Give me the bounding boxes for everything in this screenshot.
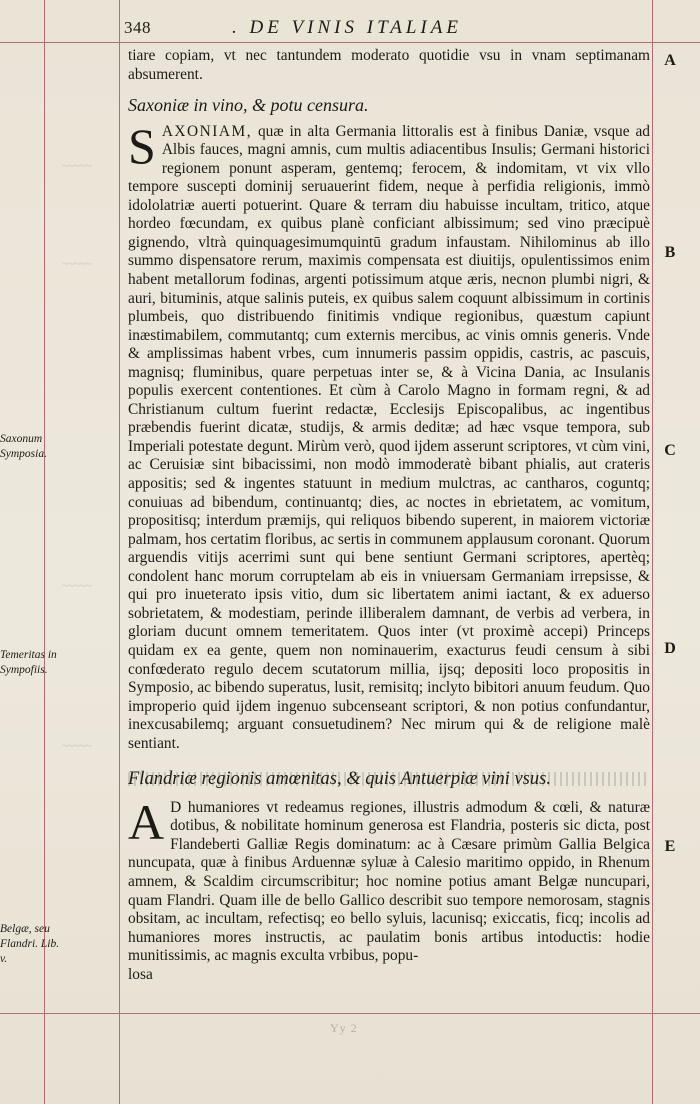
intro-paragraph: tiare copiam, vt nec tantundem moderato quotidie vsu in vnam septimanam absumerent.: [128, 47, 650, 83]
header-rule: [0, 42, 700, 43]
margin-letter-a: A: [664, 52, 676, 69]
margin-letter-c: C: [664, 442, 676, 459]
bleed-through: ~~~~~: [62, 580, 92, 592]
main-text: [128, 47, 650, 984]
paragraph-saxonia: [128, 117, 650, 754]
margin-rule-right: [652, 0, 653, 1104]
margin-note-saxonum: Saxonum Symposia.: [0, 433, 47, 460]
opening-word: AXONIAM,: [161, 122, 253, 140]
paragraph-flandria: [128, 793, 650, 966]
paragraph-text: quæ in alta Germania littoralis est à finibus Daniæ, vsque ad Albis fauces, magni amnis, cum multis adiacentibus Insulis; Germani historici regionem ponunt asperam, gentemq; ferocem, & indomitam, vt vix vllo tempore suscepti dominij seruauerint fidem, neque à perfidia religionis, immò idololatriæ auerti potuerint. Quare & terram diu habuisse incultam, tritico, atque hordeo fœcundam, ex quibus planè conficiant albissimum; sed vino præcipuè gignendo, vltrà quinquagesimumquintū gradum infaustam. Nihilominus ab illo summo dispensatore rerum, maximis compensata est diuitijs, opulentissimos enim habent metallorum fodinas, argenti potissimum atque æris, necnon plumbi nigri, & auri, bituminis, atque salinis puteis, ex quibus salem coquunt albissimum in cortinis plumbeis, quo distribuendo finitimis vndique regionibus, quæstum capiunt inæstimabilem, commutantq; cum externis mercibus, ac vinis omnis generis. Vnde & amplissimas habent vrbes, cum innumeris passim oppidis, castris, ac pascuis, magnisq; fluminibus, quare perpetuas inter se, & à Vicina Dania, ac Insulanis populis exercent contentiones. Et cùm à Carolo Magno in formam regni, & ad Christianum cultum fuerint redactæ, Ecclesijs Episcopalibus, ac ingentibus præbendis fuerint dicatæ, studijs, & armis deditæ; ad hæc vsque tempora, sub Imperiali potestate degunt. Mirùm verò, quod ijdem asserunt scriptores, vt cùm vini, ac Ceruisiæ sint bibacissimi, non modò immoderatè bibant phialis, aut crateris appositis; sed & ingentes statuunt in medium mulctras, ac cantharos, coguntq; conuiuas ad bibendum, continuantq; dies, ac noctes in ebrietatem, ac vomitum, propositisq; interdum præmijs, qui reliquos bibendo superent, in maiorem victoriæ palmam, hos certatim floribus, ac sertis in communem applausum coronant. Quorum arguendis vitijs acerrimi sunt qui bene sentiunt Germani scriptores, apertèq; condolent hanc morum corruptelam ab eis in vniuersam Germaniam irrepsisse, & qui pro inueterato ipsis vitio, dum sic libertatem animi iactant, & ex aduerso sobrietatem, & modestiam, perinde illiberalem damnant, de verbis ad verbera, in gloriam ducunt omnem temeritatem. Quos inter (vt proximè accepi) Princeps quidam ex ea gente, quem non nominauerim, exacturus feudi censum à sibi confœderato regulo decem scutatorum millia, ijsq; depositi loco propositis in Symposio, ac bibendo superatus, lusit, remisitq; inclyto bibitori anuum feudum. Quo improperio quid ijdem ingenuo subcenseant scriptori, & non potius confundantur, inexcusabilemq; arguant consuetudinem? Nec mirum qui & de religione malè sentiant.: [128, 122, 650, 752]
bleed-through: ~~~~~: [62, 160, 92, 172]
page-header: [120, 18, 650, 40]
margin-note-temeritas: Temeritas in Sympofiis.: [0, 649, 57, 676]
margin-note-belgae: Belgæ, seu Flandri. Lib. v.: [0, 923, 60, 965]
catchword: losa: [128, 965, 153, 983]
paragraph-text: D humaniores vt redeamus regiones, illustris admodum & cœli, & naturæ dotibus, & nobilitate hominum generosa est Flandria, posteris sic dicta, post Flandeberti Galliæ Regis dominatum: ac à Cæsare primùm Gallia Belgica nuncupata, quæ à finibus Arduennæ syluæ à Calesio maritimo oppido, in Rhenum amnem, & Scaldim circumscribitur; hoc nomine potius amant Belgæ nuncupari, quam Flandri. Quam ille de bello Gallico describit suo tempore nemorosam, stagnis obsitam, ac incultam, refectisq; eo bello syluis, lacunisq; exiccatis, ficq; incolis ad humaniores mores instructis, ac paulatim bonis artibus intoductis: hodie munitissimis, ac magnis exculta vrbibus, popu-: [128, 798, 650, 965]
margin-letter-d: D: [664, 640, 676, 657]
running-title: . DE VINIS ITALIAE: [232, 17, 462, 38]
bleed-through: ~~~~~: [62, 740, 92, 752]
drop-cap-a: A: [128, 793, 165, 850]
signature-mark: Yy 2: [330, 1021, 358, 1035]
bleed-through: ~~~~~: [62, 258, 92, 270]
footer-rule: [0, 1013, 700, 1014]
section-heading-flandria: Flandriæ regionis amœnitas, & quis Antuerpiæ vini vsus.: [128, 769, 551, 790]
section-heading-saxonia: Saxoniæ in vino, & potu censura.: [128, 95, 369, 116]
drop-cap-s: S: [128, 117, 156, 174]
margin-letter-b: B: [664, 244, 676, 261]
margin-rule-inner: [119, 0, 120, 1104]
page-number: 348: [124, 18, 151, 37]
margin-letter-e: E: [664, 838, 676, 855]
